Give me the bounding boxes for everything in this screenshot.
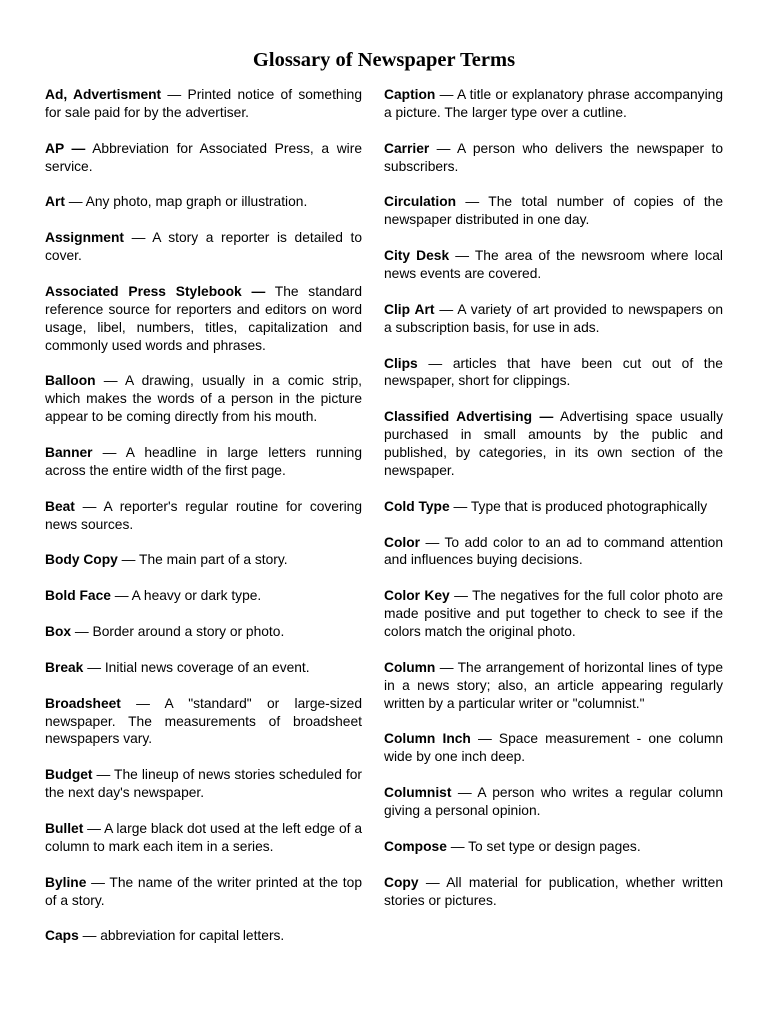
glossary-entry: [45, 140, 362, 176]
glossary-entry: [45, 283, 362, 355]
glossary-term: Color Key: [384, 588, 450, 604]
glossary-definition: — A reporter's regular routine for covering news sources.: [45, 498, 362, 532]
glossary-term: Cold Type: [384, 498, 450, 514]
glossary-term: Color: [384, 534, 421, 550]
glossary-term: Byline: [45, 874, 87, 890]
glossary-term: City Desk: [384, 248, 450, 264]
glossary-entry: [45, 874, 362, 910]
glossary-definition: — Border around a story or photo.: [71, 624, 285, 640]
glossary-definition: — Initial news coverage of an event.: [83, 659, 310, 675]
glossary-term: Carrier: [384, 140, 430, 156]
glossary-definition: — A variety of art provided to newspapers on a subscription basis, for use in ads.: [384, 301, 723, 335]
glossary-term: Classified Advertising —: [384, 409, 554, 425]
glossary-entry: [45, 766, 362, 802]
glossary-entry: [45, 695, 362, 749]
glossary-term: Assignment: [45, 230, 124, 246]
glossary-term: Body Copy: [45, 552, 118, 568]
glossary-entry: [384, 534, 723, 570]
glossary-definition: — A headline in large letters running across the entire width of the first page.: [45, 445, 362, 478]
glossary-entry: [384, 301, 723, 337]
glossary-term: Circulation: [384, 194, 457, 210]
glossary-definition: — articles that have been cut out of the newspaper, short for clippings.: [384, 355, 723, 389]
glossary-definition: — All material for publication, whether written stories or pictures.: [384, 874, 723, 908]
glossary-entry: [45, 193, 362, 211]
glossary-definition: — The area of the newsroom where local news events are covered.: [384, 248, 723, 282]
glossary-term: Ad, Advertisment: [45, 87, 162, 102]
glossary-definition: — To set type or design pages.: [446, 838, 641, 854]
glossary-entry: [384, 498, 723, 516]
glossary-term: Break: [45, 659, 84, 675]
glossary-entry: [45, 498, 362, 534]
glossary-term: Balloon: [45, 373, 96, 389]
glossary-term: Columnist: [384, 785, 452, 801]
glossary-entry: [384, 193, 723, 229]
glossary-definition: — The total number of copies of the newspaper distributed in one day.: [384, 194, 723, 228]
glossary-term: Box: [45, 624, 72, 640]
glossary-entry: [45, 820, 362, 856]
glossary-definition: — The arrangement of horizontal lines of type in a news story; also, an article appearing regularly written by a particular writer or "columnist.": [384, 659, 723, 711]
glossary-entry: [45, 86, 362, 122]
glossary-term: Beat: [45, 498, 75, 514]
glossary-term: Clips: [384, 355, 418, 371]
glossary-term: Caps: [45, 928, 79, 944]
glossary-definition: The standard reference source for reporters and editors on word usage, libel, numbers, titles, capitalization and commonly used words and phrases.: [45, 283, 363, 353]
glossary-definition: — Printed notice of something for sale paid for by the advertiser.: [45, 87, 362, 120]
glossary-entry: [45, 444, 362, 480]
glossary-term: Bullet: [45, 820, 84, 836]
glossary-term: Clip Art: [384, 301, 435, 317]
glossary-term: Associated Press Stylebook —: [45, 283, 266, 299]
glossary-definition: — The negatives for the full color photo are made positive and put together to check to see if the colors match the original photo.: [384, 588, 723, 640]
glossary-entry: [384, 784, 723, 820]
glossary-definition: Abbreviation for Associated Press, a wire service.: [45, 140, 363, 174]
glossary-definition: — To add color to an ad to command attention and influences buying decisions.: [384, 534, 723, 568]
glossary-definition: — The lineup of news stories scheduled for the next day's newspaper.: [45, 767, 362, 801]
glossary-term: Banner: [45, 445, 93, 461]
glossary-entry: [45, 587, 362, 605]
glossary-term: Caption: [384, 87, 436, 102]
glossary-term: Column Inch: [384, 731, 471, 747]
glossary-definition: — A heavy or dark type.: [110, 588, 262, 604]
glossary-definition: — abbreviation for capital letters.: [78, 928, 285, 944]
glossary-term: Copy: [384, 874, 419, 890]
glossary-definition: — The name of the writer printed at the top of a story.: [45, 874, 362, 908]
glossary-term: Column: [384, 659, 436, 675]
glossary-definition: — A title or explanatory phrase accompanying a picture. The larger type over a cutline.: [384, 87, 723, 120]
glossary-definition: — A person who delivers the newspaper to subscribers.: [384, 140, 723, 174]
glossary-definition: — Space measurement - one column wide by one inch deep.: [384, 731, 723, 765]
glossary-entry: [384, 247, 723, 283]
glossary-entry: [45, 229, 362, 265]
glossary-entry: [384, 408, 723, 480]
glossary-entry: [45, 372, 362, 426]
glossary-entry: [384, 838, 723, 856]
glossary-definition: — The main part of a story.: [117, 552, 288, 568]
page-title: Glossary of Newspaper Terms: [252, 49, 516, 71]
glossary-entry: [384, 730, 723, 766]
glossary-entry: [45, 623, 362, 641]
glossary-definition: — Any photo, map graph or illustration.: [64, 194, 308, 210]
glossary-definition: — A "standard" or large-sized newspaper. The measurements of broadsheet newspapers vary.: [45, 695, 362, 747]
glossary-column-left: [45, 86, 362, 963]
glossary-entry: [45, 927, 362, 945]
glossary-entry: [384, 874, 723, 910]
glossary-definition: — A drawing, usually in a comic strip, which makes the words of a person in the picture appear to be coming directly from his mouth.: [45, 373, 362, 425]
glossary-entry: [384, 86, 723, 122]
glossary-term: Art: [45, 194, 65, 210]
glossary-entry: [45, 659, 362, 677]
glossary-term: Broadsheet: [45, 695, 121, 711]
glossary-definition: — A large black dot used at the left edge of a column to mark each item in a series.: [45, 820, 362, 854]
glossary-entry: [384, 355, 723, 391]
glossary-definition: — A story a reporter is detailed to cover.: [45, 230, 362, 264]
glossary-definition: Advertising space usually purchased in small amounts by the public and published, by categories, in its own section of the newspaper.: [384, 409, 723, 478]
glossary-entry: [384, 587, 723, 641]
glossary-definition: — Type that is produced photographically: [449, 498, 708, 514]
glossary-column-right: [384, 86, 723, 927]
glossary-entry: [384, 140, 723, 176]
glossary-term: Compose: [384, 838, 447, 854]
glossary-entry: [384, 659, 723, 713]
glossary-entry: [45, 551, 362, 569]
glossary-term: AP —: [45, 140, 86, 156]
glossary-definition: — A person who writes a regular column giving a personal opinion.: [384, 785, 723, 819]
glossary-term: Budget: [45, 767, 93, 783]
glossary-term: Bold Face: [45, 588, 111, 604]
